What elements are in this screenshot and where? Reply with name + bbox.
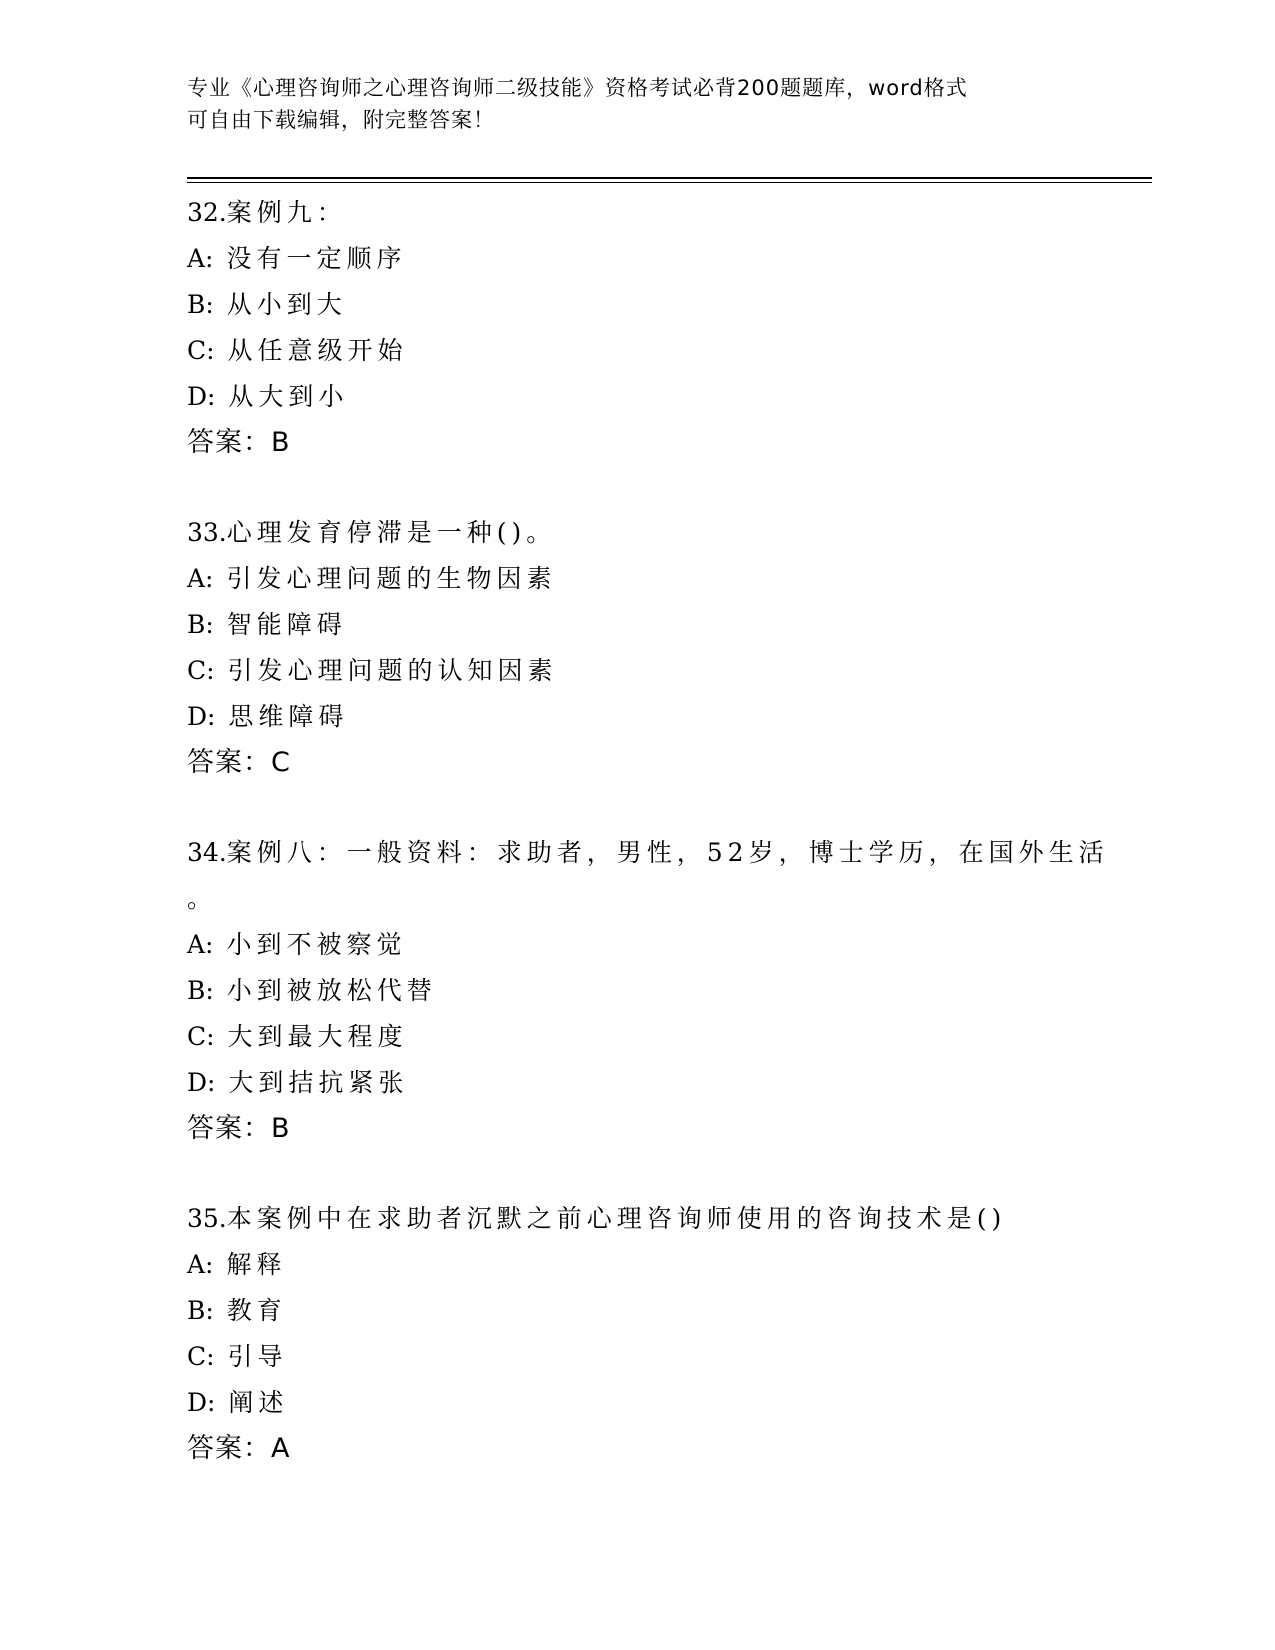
option-key: B: (187, 610, 214, 639)
option-text: 没有一定顺序 (226, 244, 407, 273)
answer-line: 答案：B (187, 427, 291, 458)
option-key: B: (187, 290, 214, 319)
question-number: 34. (187, 838, 227, 867)
answer-line: 答案：B (187, 1113, 291, 1144)
option-text: 解释 (226, 1250, 287, 1279)
option-c (187, 1334, 1087, 1380)
header-line-2: 可自由下载编辑，附完整答案！ (187, 108, 495, 132)
question-number: 33. (187, 518, 227, 547)
option-key: D: (187, 702, 216, 731)
question-number: 32. (187, 198, 227, 227)
option-key: D: (187, 382, 216, 411)
option-c (187, 1014, 1087, 1060)
option-b (187, 602, 1087, 648)
question-stem (187, 510, 1087, 556)
answer-line: 答案：C (187, 747, 291, 778)
option-key: A: (187, 1250, 214, 1279)
option-key: D: (187, 1388, 216, 1417)
header-line-1: 专业《心理咨询师之心理咨询师二级技能》资格考试必背200题题库，word格式 (187, 76, 968, 100)
option-a (187, 556, 1087, 602)
option-c (187, 328, 1087, 374)
option-text: 大到最大程度 (227, 1022, 408, 1051)
option-key: B: (187, 976, 214, 1005)
option-text: 小到被放松代替 (226, 976, 437, 1005)
option-d (187, 1380, 1087, 1426)
option-text: 引发心理问题的生物因素 (226, 564, 557, 593)
option-a (187, 236, 1087, 282)
option-b (187, 968, 1087, 1014)
option-key: A: (187, 564, 214, 593)
document-header (187, 72, 1067, 136)
option-a (187, 922, 1087, 968)
option-key: D: (187, 1068, 216, 1097)
question-text: 案例九： (226, 198, 347, 227)
question-text-continuation: 。 (187, 884, 218, 913)
option-key: A: (187, 244, 214, 273)
question-text: 心理发育停滞是一种()。 (226, 518, 557, 547)
option-text: 从大到小 (228, 382, 349, 411)
answer-line: 答案：A (187, 1433, 291, 1464)
question-stem (187, 190, 1087, 236)
option-a (187, 1242, 1087, 1288)
question-text: 本案例中在求助者沉默之前心理咨询师使用的咨询技术是() (226, 1204, 1007, 1233)
option-text: 小到不被察觉 (226, 930, 407, 959)
option-b (187, 282, 1087, 328)
question-text: 案例八：一般资料：求助者，男性，52岁，博士学历，在国外生活 (226, 838, 1109, 867)
option-key: C: (187, 336, 215, 365)
question-stem (187, 1196, 1087, 1242)
option-key: C: (187, 1342, 215, 1371)
question-stem (187, 830, 1109, 876)
option-text: 阐述 (228, 1388, 289, 1417)
option-text: 教育 (226, 1296, 287, 1325)
question-35 (187, 1196, 1087, 1472)
option-key: C: (187, 1022, 215, 1051)
header-divider-thick (187, 177, 1152, 179)
option-c (187, 648, 1087, 694)
option-key: C: (187, 656, 215, 685)
option-text: 大到拮抗紧张 (228, 1068, 409, 1097)
option-text: 思维障碍 (228, 702, 349, 731)
option-d (187, 694, 1087, 740)
question-34 (187, 830, 1109, 1152)
option-text: 智能障碍 (226, 610, 347, 639)
option-text: 引导 (227, 1342, 288, 1371)
header-divider-thin (187, 182, 1152, 183)
option-text: 从任意级开始 (227, 336, 408, 365)
option-b (187, 1288, 1087, 1334)
option-d (187, 374, 1087, 420)
option-key: A: (187, 930, 214, 959)
option-text: 从小到大 (226, 290, 347, 319)
option-text: 引发心理问题的认知因素 (227, 656, 558, 685)
option-d (187, 1060, 1087, 1106)
question-list (187, 190, 1109, 1516)
question-32 (187, 190, 1087, 466)
option-key: B: (187, 1296, 214, 1325)
question-33 (187, 510, 1087, 786)
question-number: 35. (187, 1204, 227, 1233)
